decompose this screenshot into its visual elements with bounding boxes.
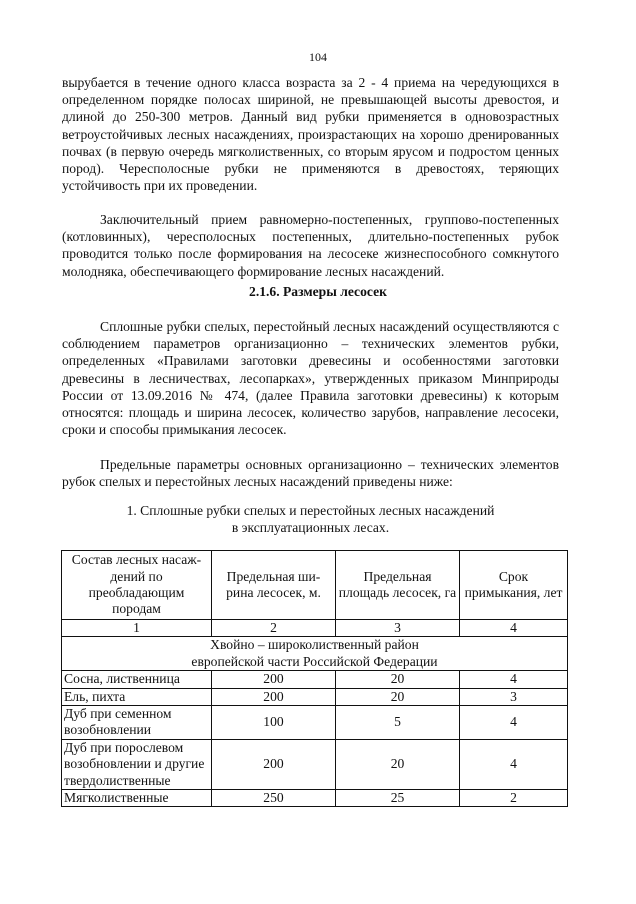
- table-row: [62, 790, 568, 807]
- table-row: [62, 688, 568, 705]
- region-line-2: европейской части Российской Федерации: [191, 653, 438, 669]
- area-cell: 25: [336, 790, 460, 807]
- width-cell: 100: [212, 706, 336, 740]
- species-cell: Дуб при семенном возобновлении: [62, 706, 212, 740]
- area-cell: 20: [336, 739, 460, 789]
- width-cell: 200: [212, 671, 336, 688]
- header-composition: Состав лесных насаж-дений по преобладающим породам: [62, 551, 212, 620]
- column-number: 2: [212, 620, 336, 637]
- species-cell: Сосна, лиственница: [62, 671, 212, 688]
- paragraph-3: [62, 318, 559, 438]
- species-cell: Ель, пихта: [62, 688, 212, 705]
- table-title-line-1: 1. Сплошные рубки спелых и перестойных лесных насаждений: [126, 503, 495, 518]
- term-cell: 2: [460, 790, 568, 807]
- table-column-number-row: [62, 620, 568, 637]
- paragraph-3-text: Сплошные рубки спелых, перестойный лесных насаждений осуществляются с соблюдением параметров организационно – технических элементов рубки, определенных «Правилами заготовки древесины и особенностями заготовки древесины в лесничествах, лесопарках», утвержденных приказом Минприроды России от 13.09.2016 № 474, (далее Правила заготовки древесины) к которым относятся: площадь и ширина лесосек, количество зарубов, направление лесосеки, сроки и способы примыкания лесосек.: [62, 319, 559, 438]
- term-cell: 3: [460, 688, 568, 705]
- header-adjacency-term: Срок примыкания, лет: [460, 551, 568, 620]
- area-cell: 5: [336, 706, 460, 740]
- table-row: [62, 671, 568, 688]
- header-max-area: Предельная площадь лесосек, га: [336, 551, 460, 620]
- paragraph-4-text: Предельные параметры основных организационно – технических элементов рубок спелых и перестойных лесных насаждений приведены ниже:: [62, 457, 559, 490]
- term-cell: 4: [460, 739, 568, 789]
- paragraph-4: [62, 456, 559, 490]
- table-region-row: [62, 637, 568, 671]
- width-cell: 250: [212, 790, 336, 807]
- term-cell: 4: [460, 671, 568, 688]
- paragraph-1: [62, 74, 559, 194]
- paragraph-2: [62, 211, 559, 280]
- region-line-1: Хвойно – широколиственный район: [210, 637, 419, 653]
- table-header-row: [62, 551, 568, 620]
- area-cell: 20: [336, 671, 460, 688]
- table-row: [62, 739, 568, 789]
- table-title-line-2: в эксплуатационных лесах.: [231, 520, 390, 535]
- paragraph-1-text: вырубается в течение одного класса возраста за 2 - 4 приема на чередующихся в определенном порядке полосах шириной, не превышающей высоты древостоя, и длиной до 250-300 метров. Данный вид рубки применяется в одновозрастных ветроустойчивых лесных насаждениях, произрастающих на хорошо дренированных почвах (в первую очередь мягколиственных, со вторым ярусом и подростом ценных пород). Чересполосные рубки не применяются в древостоях, теряющих устойчивость при их проведении.: [62, 75, 559, 194]
- column-number: 4: [460, 620, 568, 637]
- page-number: 104: [309, 50, 327, 64]
- species-cell: Дуб при порослевом возобновлении и другие твердолиственные: [62, 739, 212, 789]
- header-max-width: Предельная ши-рина лесосек, м.: [212, 551, 336, 620]
- area-cell: 20: [336, 688, 460, 705]
- column-number: 1: [62, 620, 212, 637]
- felling-parameters-table: [61, 550, 568, 807]
- paragraph-2-text: Заключительный прием равномерно-постепенных, группово-постепенных (котловинных), чересполосных постепенных, длительно-постепенных рубок проводится только после формирования на лесосеке жизнеспособного сомкнутого молодняка, обеспечивающего формирование лесных насаждений.: [62, 212, 559, 279]
- column-number: 3: [336, 620, 460, 637]
- width-cell: 200: [212, 739, 336, 789]
- term-cell: 4: [460, 706, 568, 740]
- species-cell: Мягколиственные: [62, 790, 212, 807]
- region-cell: [62, 637, 568, 671]
- section-heading: 2.1.6. Размеры лесосек: [249, 284, 387, 299]
- width-cell: 200: [212, 688, 336, 705]
- table-row: [62, 706, 568, 740]
